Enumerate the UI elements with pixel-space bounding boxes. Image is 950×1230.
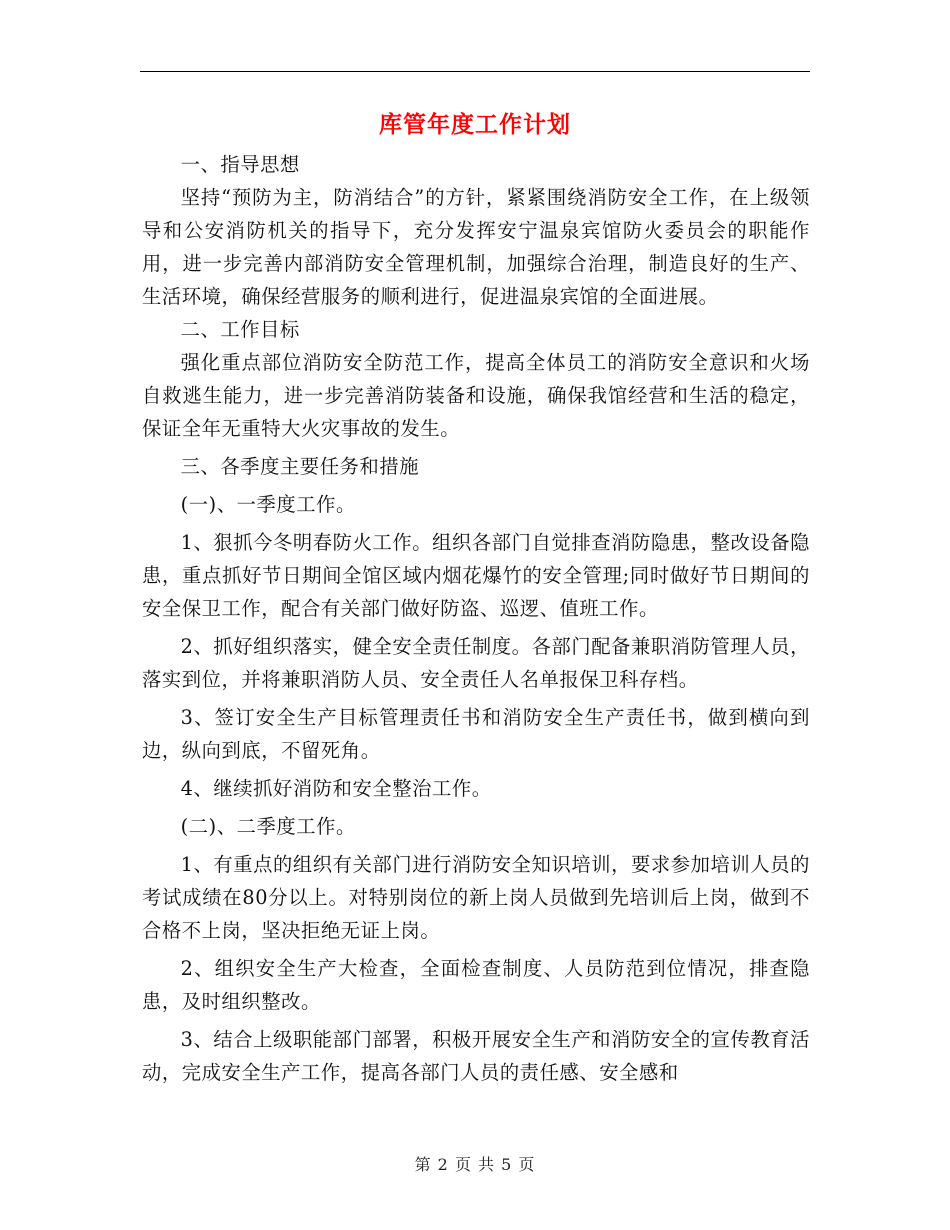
header-rule [140, 71, 810, 72]
paragraph: 坚持“预防为主，防消结合”的方针，紧紧围绕消防安全工作，在上级领导和公安消防机关的指导下，充分发挥安宁温泉宾馆防火委员会的职能作用，进一步完善内部消防安全管理机制，加强综合治理，制造良好的生产、生活环境，确保经营服务的顺利进行，促进温泉宾馆的全面进展。 [142, 186, 810, 308]
paragraph: 1、狠抓今冬明春防火工作。组织各部门自觉排查消防隐患，整改设备隐患，重点抓好节日期间全馆区域内烟花爆竹的安全管理;同时做好节日期间的安全保卫工作，配合有关部门做好防盗、巡逻、值班工作。 [142, 531, 810, 620]
paragraph: 1、有重点的组织有关部门进行消防安全知识培训，要求参加培训人员的考试成绩在80分以上。对特别岗位的新上岗人员做到先培训后上岗，做到不合格不上岗，坚决拒绝无证上岗。 [142, 853, 810, 942]
section-heading: 一、指导思想 [180, 153, 300, 176]
paragraph: 2、抓好组织落实，健全安全责任制度。各部门配备兼职消防管理人员，落实到位，并将兼职消防人员、安全责任人名单报保卫科存档。 [142, 635, 810, 691]
page-footer: 第 2 页 共 5 页 [414, 1155, 536, 1174]
paragraph: 4、继续抓好消防和安全整治工作。 [180, 777, 492, 800]
document-title: 库管年度工作计划 [379, 111, 571, 138]
section-heading: 三、各季度主要任务和措施 [180, 455, 420, 478]
paragraph: 3、签订安全生产目标管理责任书和消防安全生产责任书，做到横向到边，纵向到底，不留死角。 [142, 706, 810, 762]
section-heading: 二、工作目标 [180, 318, 300, 341]
paragraph: 2、组织安全生产大检查，全面检查制度、人员防范到位情况，排查隐患，及时组织整改。 [142, 957, 810, 1013]
document-body [142, 148, 810, 1089]
subsection-heading: (二)、二季度工作。 [180, 815, 356, 838]
subsection-heading: (一)、一季度工作。 [180, 493, 356, 516]
paragraph: 3、结合上级职能部门部署，积极开展安全生产和消防安全的宣传教育活动，完成安全生产工作，提高各部门人员的责任感、安全感和 [142, 1028, 810, 1084]
paragraph: 强化重点部位消防安全防范工作，提高全体员工的消防安全意识和火场自救逃生能力，进一步完善消防装备和设施，确保我馆经营和生活的稳定，保证全年无重特大火灾事故的发生。 [142, 351, 810, 440]
